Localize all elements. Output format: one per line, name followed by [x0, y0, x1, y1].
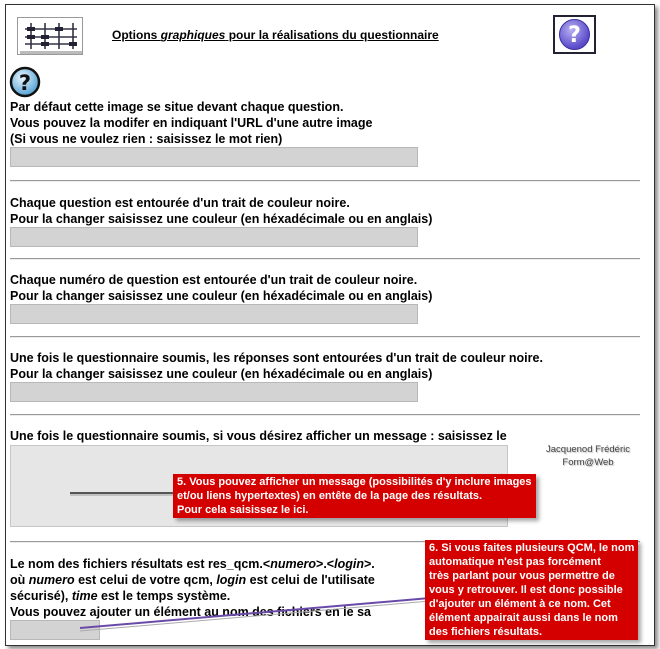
question-border-text-1: Chaque question est entourée d'un trait de couleur noire. [10, 196, 350, 210]
author-credit: Jacquenod Frédéric Form@Web [546, 444, 630, 468]
page-title: Options graphiques pour la réalisations du questionnaire [112, 28, 439, 42]
answer-border-text-1: Une fois le questionnaire soumis, les réponses sont entourées d'un trait de couleur noire. [10, 351, 543, 365]
help-callout-5: 5. Vous pouvez afficher un message (possibilités d'y inclure images et/ou liens hypertextes) en entête de la page des résultats. Pour cela saisissez le ici. [173, 474, 536, 518]
message-text: Une fois le questionnaire soumis, si vous désirez afficher un message : saisissez le [10, 429, 507, 443]
filenames-text-1: Le nom des fichiers résultats est res_qcm.<numero>.<login>. [10, 557, 375, 571]
question-border-text-2: Pour la changer saisissez une couleur (en héxadécimale ou en anglais) [10, 212, 433, 226]
help-callout-6: 6. Si vous faites plusieurs QCM, le nom automatique n'est pas forcément très parlant pour vous permettre de vous y retrouver. Il est donc possible d'ajouter un élément à ce nom. Cet élément appairait aussi dans le nom des fichiers résultats. [425, 540, 638, 640]
number-border-text-2: Pour la changer saisissez une couleur (en héxadécimale ou en anglais) [10, 289, 433, 303]
image-option-text-2: Vous pouvez la modifer en indiquant l'URL d'une autre image [10, 116, 373, 130]
filenames-text-2: où numero est celui de votre qcm, login est celui de l'utilisate [10, 573, 375, 587]
svg-text:?: ? [18, 71, 32, 95]
image-option-text-3: (Si vous ne voulez rien : saisissez le mot rien) [10, 132, 283, 146]
filenames-text-4: Vous pouvez ajouter un élément au nom des fichiers en le sa [10, 605, 371, 619]
svg-text:?: ? [568, 23, 581, 48]
filenames-text-3: sécurisé), time est le temps système. [10, 589, 231, 603]
answer-border-text-2: Pour la changer saisissez une couleur (en héxadécimale ou en anglais) [10, 367, 433, 381]
image-option-text-1: Par défaut cette image se situe devant chaque question. [10, 100, 344, 114]
number-border-text-1: Chaque numéro de question est entourée d'un trait de couleur noire. [10, 273, 418, 287]
